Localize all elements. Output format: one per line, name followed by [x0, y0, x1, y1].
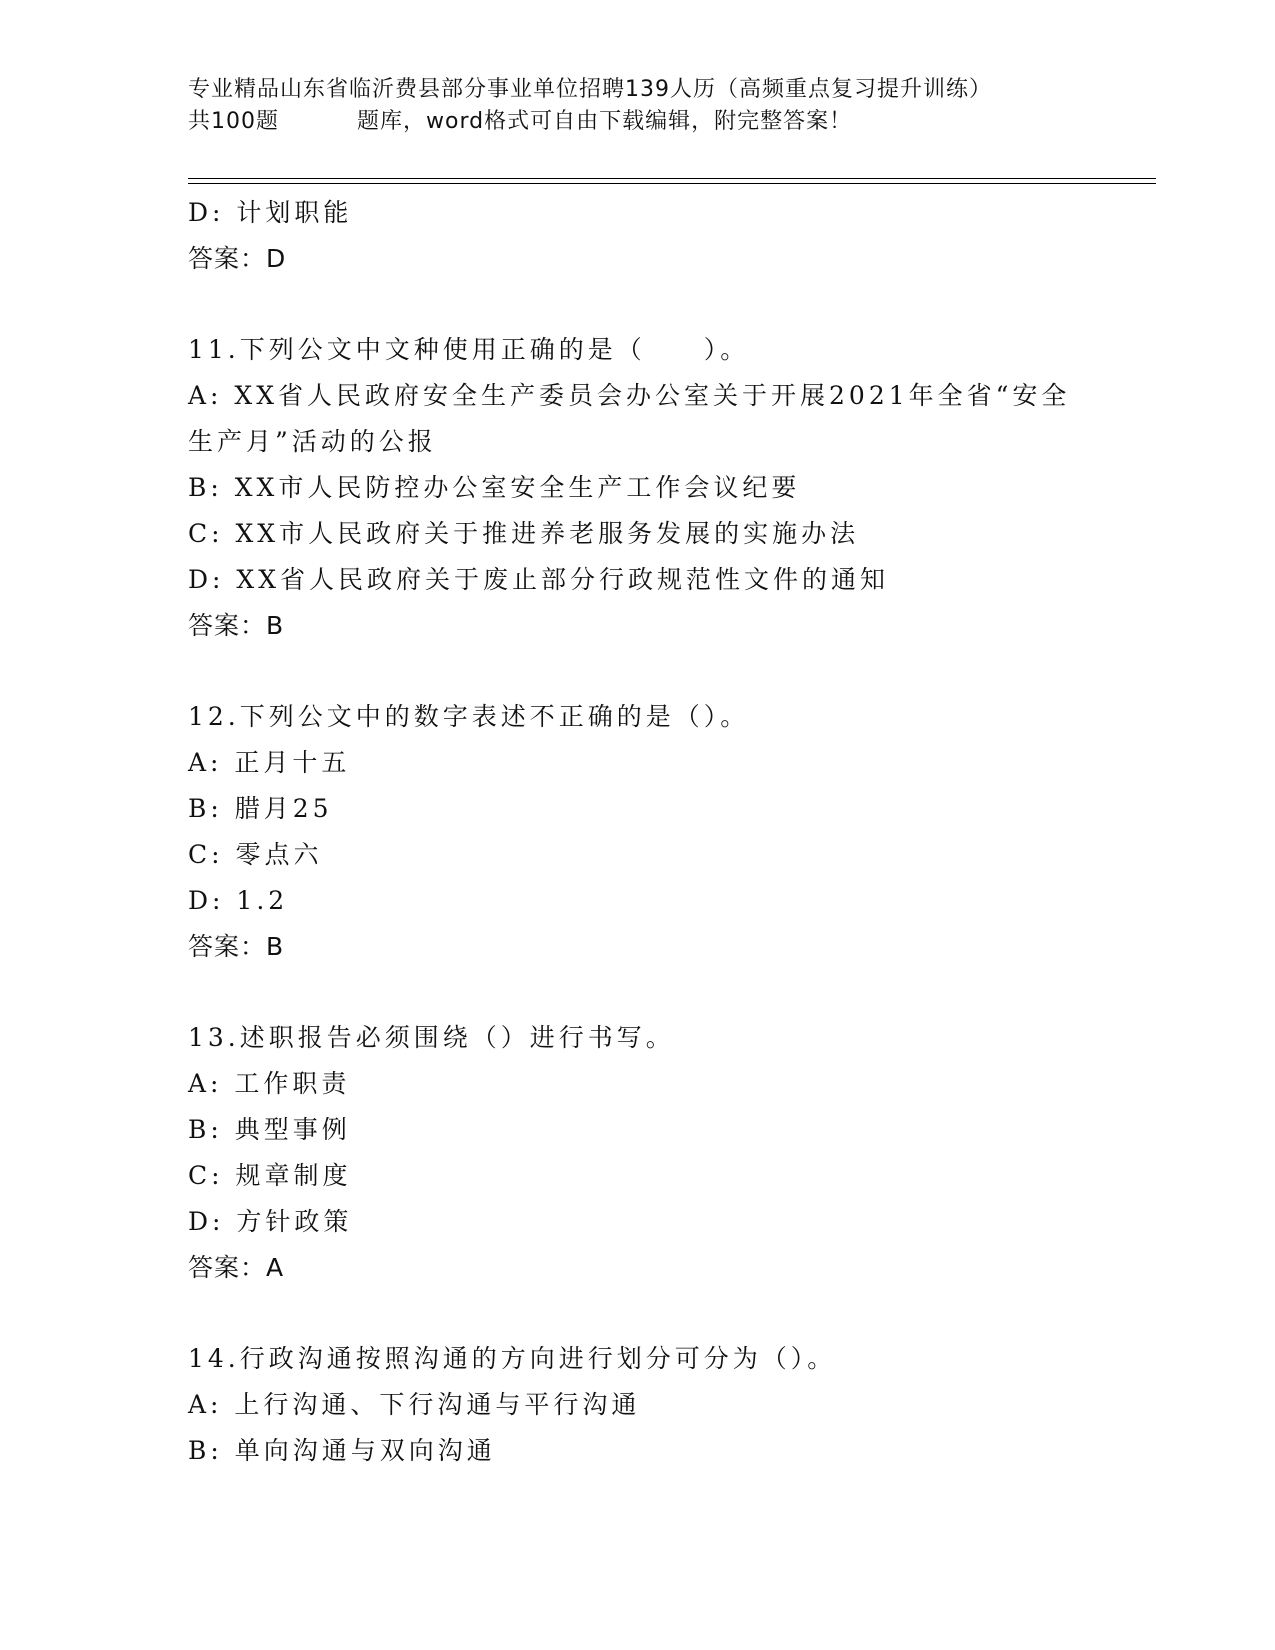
question-list	[188, 190, 1088, 1474]
option-a: A: 上行沟通、下行沟通与平行沟通	[188, 1390, 641, 1419]
question-block-14	[188, 1336, 1088, 1474]
document-header	[188, 74, 1148, 138]
option-a: A: 工作职责	[188, 1069, 351, 1098]
option-d: D: 1.2	[188, 886, 289, 915]
option-b: B: 典型事例	[188, 1115, 351, 1144]
option-b: B: 单向沟通与双向沟通	[188, 1436, 496, 1465]
answer-line: 答案：B	[188, 611, 285, 640]
question-stem: 11.下列公文中文种使用正确的是（ ）。	[188, 335, 750, 364]
header-divider-top	[188, 178, 1156, 179]
question-stem: 14.行政沟通按照沟通的方向进行划分可分为（）。	[188, 1344, 837, 1373]
header-description: 题库，word格式可自由下载编辑，附完整答案！	[357, 109, 853, 134]
answer-line: 答案：A	[188, 1253, 285, 1282]
option-a: A: 正月十五	[188, 748, 351, 777]
option-c: C: 规章制度	[188, 1161, 352, 1190]
question-block-11	[188, 327, 1088, 649]
question-block-12	[188, 694, 1088, 970]
question-block-prev	[188, 190, 1088, 282]
question-stem: 13.述职报告必须围绕（）进行书写。	[188, 1023, 675, 1052]
answer-line: 答案：D	[188, 244, 287, 273]
header-divider-bottom	[188, 183, 1156, 184]
option-c: C: 零点六	[188, 840, 323, 869]
option-c: C: XX市人民政府关于推进养老服务发展的实施办法	[188, 519, 860, 548]
option-b: B: 腊月25	[188, 794, 333, 823]
header-question-count: 共100题	[188, 109, 279, 134]
header-title: 专业精品山东省临沂费县部分事业单位招聘139人历（高频重点复习提升训练）	[188, 77, 992, 102]
question-stem: 12.下列公文中的数字表述不正确的是（）。	[188, 702, 750, 731]
header-subtitle	[188, 106, 1148, 138]
option-d: D: 计划职能	[188, 198, 353, 227]
answer-line: 答案：B	[188, 932, 285, 961]
option-a: A: XX省人民政府安全生产委员会办公室关于开展2021年全省“安全生产月”活动的公报	[188, 381, 1071, 456]
question-block-13	[188, 1015, 1088, 1291]
option-d: D: 方针政策	[188, 1207, 353, 1236]
option-b: B: XX市人民防控办公室安全生产工作会议纪要	[188, 473, 801, 502]
option-d: D: XX省人民政府关于废止部分行政规范性文件的通知	[188, 565, 890, 594]
